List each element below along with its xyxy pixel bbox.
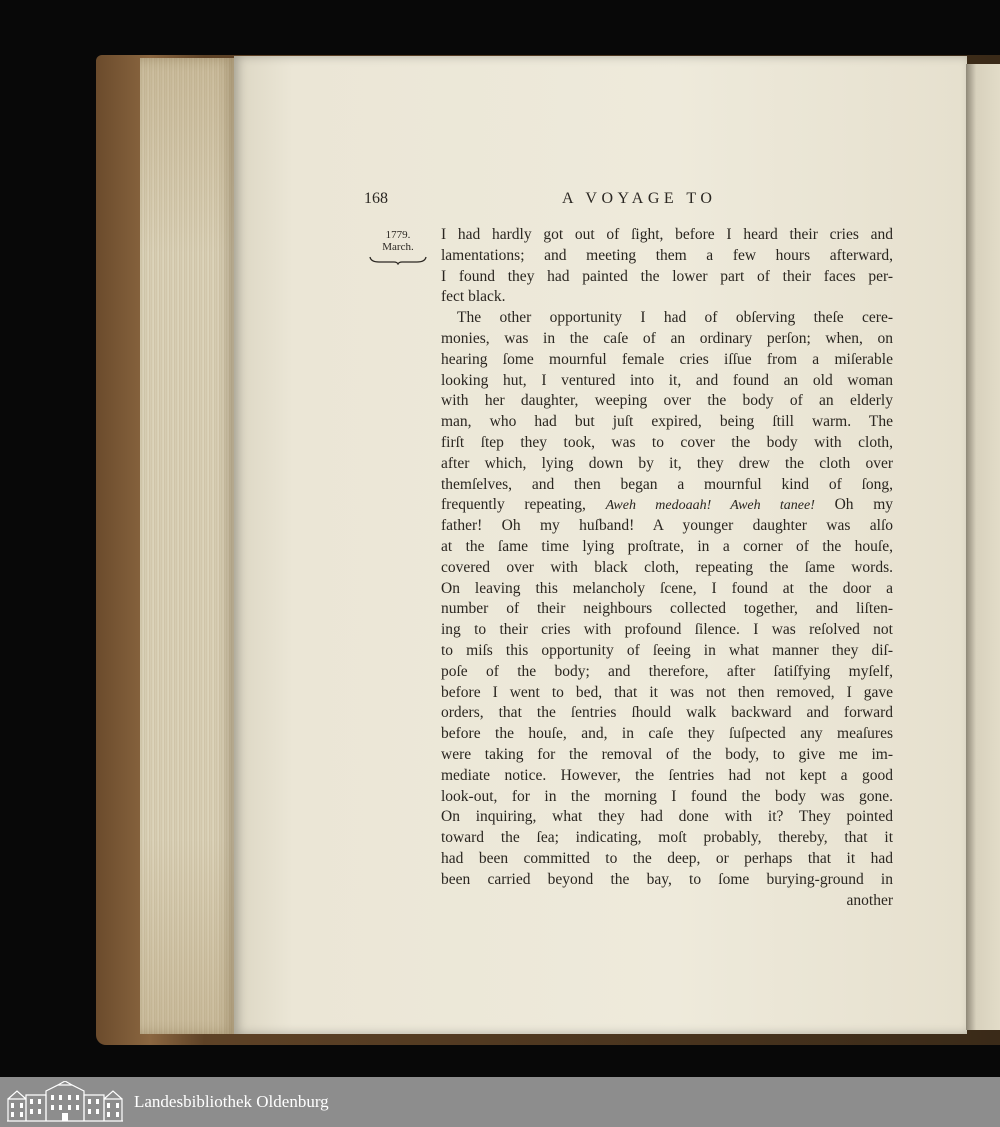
text-line: were taking for the removal of the body, to give me im-	[441, 745, 893, 763]
text-line: man, who had but juſt expired, being ſtill warm. The	[441, 413, 893, 431]
text-line: monies, was in the caſe of an ordinary perſon; when, on	[441, 329, 893, 347]
text-line: at the ſame time lying proſtrate, in a corner of the houſe,	[441, 537, 893, 555]
text-line: I found they had painted the lower part of their faces per-	[441, 267, 893, 285]
running-title: A VOYAGE TO	[562, 190, 717, 207]
library-name: Landesbibliothek Oldenburg	[134, 1092, 329, 1111]
body-text	[441, 225, 893, 911]
text-line: had been committed to the deep, or perhaps that it had	[441, 849, 893, 867]
text-line: mediate notice. However, the ſentries had not kept a good	[441, 766, 893, 784]
text-line: On inquiring, what they had done with it? They pointed	[441, 808, 893, 826]
text-line-with-italic	[441, 495, 893, 516]
library-building-icon	[6, 1081, 124, 1123]
text-segment: frequently repeating,	[441, 496, 586, 514]
page-header	[0, 190, 1000, 212]
text-line: I had hardly got out of ſight, before I heard their cries and	[441, 226, 893, 243]
text-line: look-out, for in the morning I found the body was gone.	[441, 787, 893, 805]
margin-month: March.	[382, 241, 414, 253]
text-line: after which, lying down by it, they drew the cloth over	[441, 454, 893, 472]
page-number: 168	[364, 190, 388, 207]
text-line: orders, that the ſentries ſhould walk backward and forward	[441, 704, 893, 722]
text-line: firſt ſtep they took, was to cover the body with cloth,	[441, 433, 893, 451]
catchword: another	[846, 891, 893, 909]
text-line: The other opportunity I had of obſerving theſe cere-	[457, 309, 893, 327]
text-segment: Oh my	[834, 496, 894, 514]
text-line: before the houſe, and, in caſe they ſuſpected any meaſures	[441, 725, 893, 743]
text-line: number of their neighbours collected together, and liſten-	[441, 600, 893, 618]
text-line: to miſs this opportunity of ſeeing in what manner they diſ-	[441, 641, 893, 659]
text-line: lamentations; and meeting them a few hours afterward,	[441, 246, 893, 264]
text-line: hearing ſome mournful female cries iſſue from a miſerable	[441, 350, 893, 368]
maori-phrase: Aweh medoaah! Aweh tanee!	[605, 498, 815, 514]
footer-bar	[0, 1077, 1000, 1127]
text-line: toward the ſea; indicating, moſt probably, thereby, that it	[441, 829, 893, 847]
text-line: been carried beyond the bay, to ſome burying-ground in	[441, 870, 893, 888]
brace-icon	[369, 255, 427, 265]
text-line: covered over with black cloth, repeating the ſame words.	[441, 558, 893, 576]
text-line: fect black.	[441, 288, 506, 306]
text-line: poſe of the body; and therefore, after ſatiſfying myſelf,	[441, 662, 893, 680]
text-line: On leaving this melancholy ſcene, I found at the door a	[441, 579, 893, 597]
text-line: with her daughter, weeping over the body of an elderly	[441, 392, 893, 410]
text-line: ing to their cries with profound ſilence. I was reſolved not	[441, 621, 893, 639]
text-line: before I went to bed, that it was not then removed, I gave	[441, 683, 893, 701]
text-line: looking hut, I ventured into it, and found an old woman	[441, 371, 893, 389]
margin-year: 1779.	[385, 229, 411, 241]
text-line: father! Oh my huſband! A younger daughter was alſo	[441, 517, 893, 535]
text-line: themſelves, and then began a mournful kind of ſong,	[441, 475, 893, 493]
margin-date-note	[366, 229, 430, 265]
